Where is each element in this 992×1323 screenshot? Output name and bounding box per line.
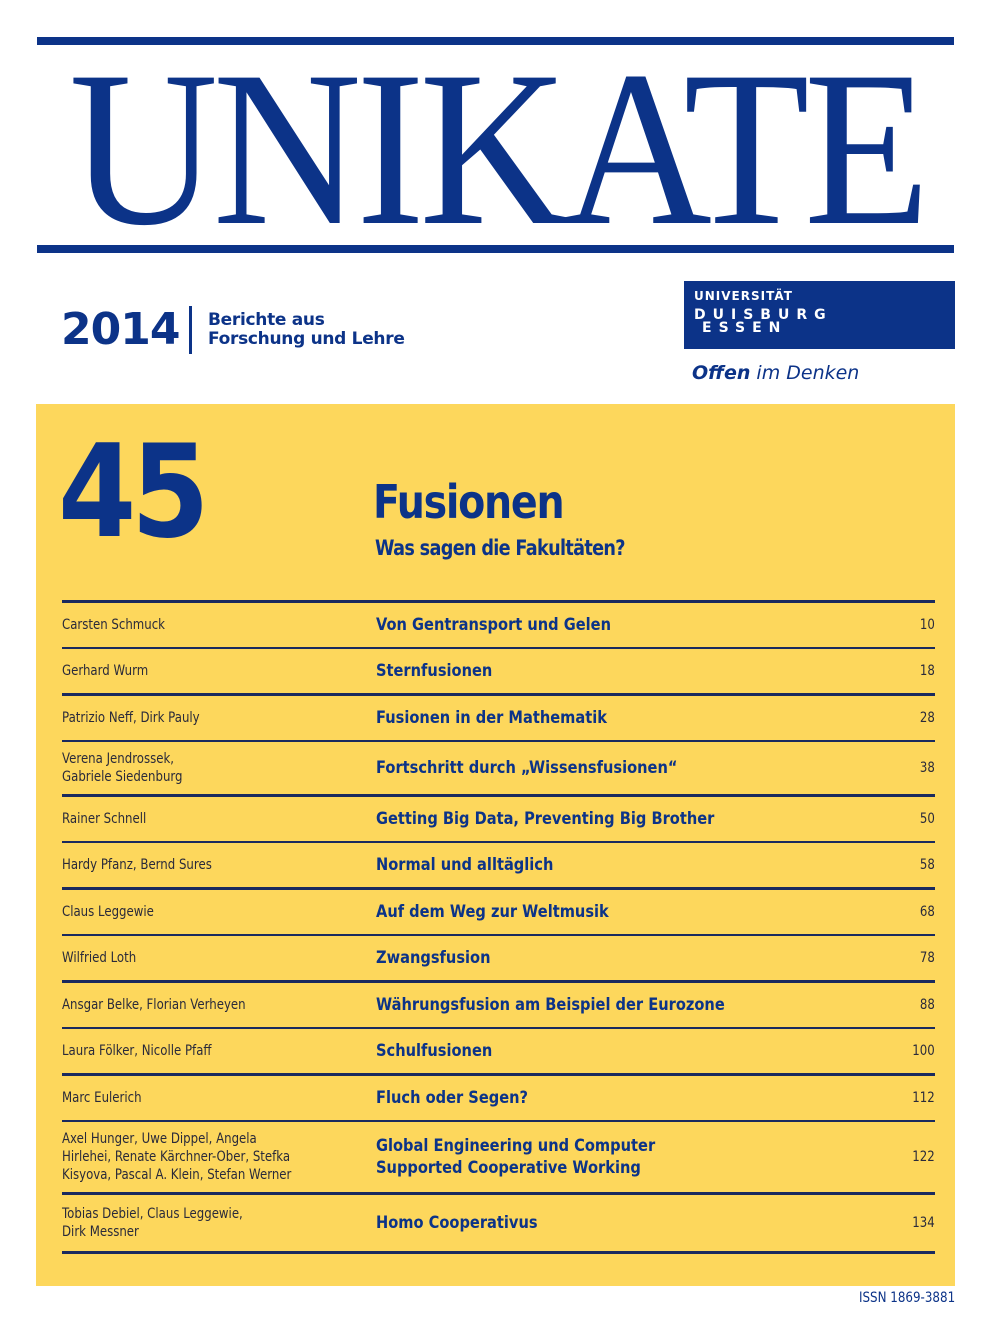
- toc-author-line: Kisyova, Pascal A. Klein, Stefan Werner: [62, 1167, 292, 1183]
- toc-title[interactable]: [376, 707, 607, 729]
- toc-author: [62, 616, 165, 634]
- toc-page-number: 100: [912, 1043, 935, 1059]
- toc-rule: [62, 1251, 935, 1254]
- toc-author-line: Gerhard Wurm: [62, 663, 149, 679]
- subtitle-line-2: Forschung und Lehre: [208, 329, 405, 349]
- toc-title-line: Fusionen in der Mathematik: [376, 708, 607, 728]
- tagline-rest: im Denken: [750, 362, 860, 384]
- toc-author: [62, 1205, 243, 1241]
- toc-author-line: Claus Leggewie: [62, 904, 154, 920]
- toc-author-line: Wilfried Loth: [62, 950, 137, 966]
- toc-author: [62, 810, 146, 828]
- toc-title-line: Währungsfusion am Beispiel der Eurozone: [376, 995, 725, 1015]
- toc-row[interactable]: [62, 603, 935, 647]
- masthead: [37, 50, 954, 240]
- toc-page-number: 18: [920, 663, 935, 679]
- toc-row[interactable]: [62, 742, 935, 794]
- logo-line-universitaet: UNIVERSITÄT: [694, 289, 793, 303]
- toc-title-line: Supported Cooperative Working: [376, 1158, 641, 1178]
- issue-theme: Fusionen: [373, 475, 564, 529]
- toc-author-line: Laura Fölker, Nicolle Pfaff: [62, 1043, 212, 1059]
- toc-page-number: 58: [920, 857, 935, 873]
- toc-row[interactable]: [62, 983, 935, 1027]
- toc-page-number: 38: [920, 760, 935, 776]
- toc-row[interactable]: [62, 1122, 935, 1192]
- issue-theme-subtitle: Was sagen die Fakultäten?: [375, 536, 625, 560]
- toc-title-line: Homo Cooperativus: [376, 1213, 538, 1233]
- toc-title[interactable]: [376, 808, 714, 830]
- toc-author: [62, 856, 212, 874]
- issue-number: 45: [58, 418, 205, 567]
- logo-tagline: [692, 362, 859, 384]
- publication-subtitle: [208, 311, 405, 349]
- toc-title-line: Fortschritt durch „Wissensfusionen“: [376, 758, 678, 778]
- toc-page-number: 50: [920, 811, 935, 827]
- toc-title-line: Fluch oder Segen?: [376, 1088, 529, 1108]
- toc-author: [62, 1130, 291, 1184]
- toc-author: [62, 1089, 142, 1107]
- toc-author-line: Hardy Pfanz, Bernd Sures: [62, 857, 212, 873]
- toc-title[interactable]: [376, 757, 677, 779]
- toc-author: [62, 709, 200, 727]
- toc-author-line: Gabriele Siedenburg: [62, 769, 183, 785]
- toc-row[interactable]: [62, 649, 935, 693]
- university-logo: [684, 281, 955, 349]
- toc-author: [62, 949, 136, 967]
- toc-author-line: Marc Eulerich: [62, 1090, 142, 1106]
- toc-author-line: Hirlehei, Renate Kärchner-Ober, Stefka: [62, 1149, 291, 1165]
- toc-title[interactable]: [376, 901, 609, 923]
- toc-page-number: 122: [912, 1149, 935, 1165]
- toc-page-number: 78: [920, 950, 935, 966]
- toc-author-line: Patrizio Neff, Dirk Pauly: [62, 710, 200, 726]
- toc-row[interactable]: [62, 1195, 935, 1251]
- toc-title[interactable]: [376, 1087, 528, 1109]
- toc-row[interactable]: [62, 936, 935, 980]
- toc-author-line: Verena Jendrossek,: [62, 751, 175, 767]
- toc-author: [62, 662, 148, 680]
- toc-title[interactable]: [376, 614, 611, 636]
- toc-row[interactable]: [62, 890, 935, 934]
- toc-title-line: Auf dem Weg zur Weltmusik: [376, 902, 609, 922]
- toc-page-number: 68: [920, 904, 935, 920]
- toc-row[interactable]: [62, 696, 935, 740]
- toc-title[interactable]: [376, 994, 725, 1016]
- tagline-bold: Offen: [692, 362, 751, 384]
- toc-page-number: 28: [920, 710, 935, 726]
- toc-title[interactable]: [376, 854, 553, 876]
- subtitle-line-1: Berichte aus: [208, 310, 325, 330]
- toc-author-line: Carsten Schmuck: [62, 617, 165, 633]
- toc-row[interactable]: [62, 843, 935, 887]
- toc-title[interactable]: [376, 660, 492, 682]
- toc-page-number: 112: [912, 1090, 935, 1106]
- toc-author-line: Rainer Schnell: [62, 811, 147, 827]
- toc-page-number: 10: [920, 617, 935, 633]
- toc-author: [62, 996, 246, 1014]
- toc-row[interactable]: [62, 1029, 935, 1073]
- toc-title[interactable]: [376, 1040, 492, 1062]
- toc-title[interactable]: [376, 1212, 538, 1234]
- toc-author: [62, 1042, 212, 1060]
- toc-row[interactable]: [62, 797, 935, 841]
- masthead-title: UNIKATE: [69, 50, 925, 240]
- toc-row[interactable]: [62, 1076, 935, 1120]
- toc-title-line: Normal und alltäglich: [376, 855, 554, 875]
- toc-author-line: Axel Hunger, Uwe Dippel, Angela: [62, 1131, 257, 1147]
- toc-author-line: Tobias Debiel, Claus Leggewie,: [62, 1206, 243, 1222]
- toc-author: [62, 750, 183, 786]
- toc-page-number: 88: [920, 997, 935, 1013]
- toc-title-line: Von Gentransport und Gelen: [376, 615, 611, 635]
- logo-line-duisburg: DUISBURG: [694, 307, 833, 323]
- toc-title-line: Zwangsfusion: [376, 948, 491, 968]
- toc-title[interactable]: [376, 1135, 655, 1179]
- toc-author-line: Ansgar Belke, Florian Verheyen: [62, 997, 246, 1013]
- toc-author: [62, 903, 154, 921]
- toc-author-line: Dirk Messner: [62, 1224, 139, 1240]
- issn: ISSN 1869-3881: [858, 1290, 955, 1306]
- toc-title[interactable]: [376, 947, 490, 969]
- table-of-contents: [62, 600, 935, 1254]
- year-divider: [189, 306, 192, 354]
- toc-page-number: 134: [912, 1215, 935, 1231]
- toc-title-line: Sternfusionen: [376, 661, 493, 681]
- toc-title-line: Global Engineering und Computer: [376, 1136, 656, 1156]
- toc-title-line: Getting Big Data, Preventing Big Brother: [376, 809, 715, 829]
- publication-year: 2014: [61, 304, 180, 355]
- masthead-bottom-bar: [37, 245, 954, 253]
- masthead-top-bar: [37, 37, 954, 45]
- logo-line-essen: ESSEN: [702, 320, 788, 336]
- toc-title-line: Schulfusionen: [376, 1041, 493, 1061]
